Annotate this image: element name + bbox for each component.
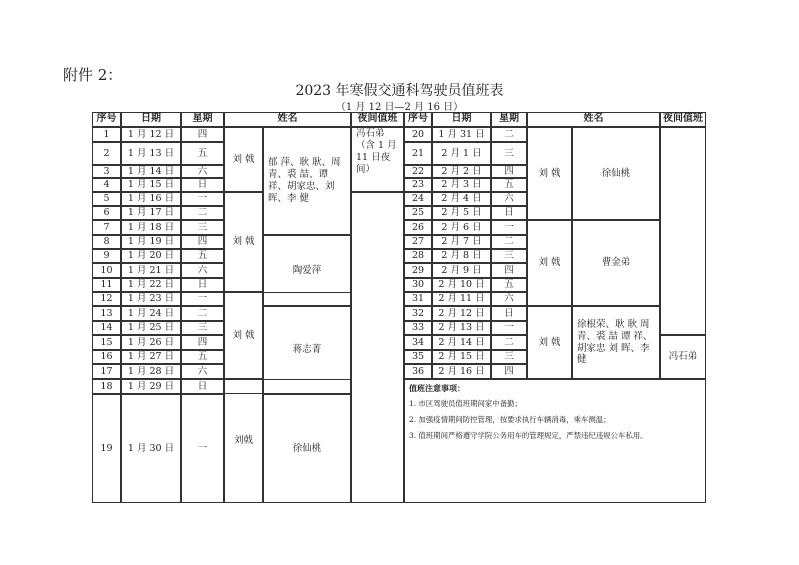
right-row-no: 31 (404, 292, 432, 306)
left-g2-leader: 刘 戟 (224, 192, 263, 292)
right-g2-driver: 曹金弟 (572, 220, 660, 306)
left-row-weekday: 日 (181, 178, 224, 192)
right-row-weekday: 五 (491, 278, 527, 292)
right-row-weekday: 一 (491, 220, 527, 235)
page-title: 2023 年寒假交通科驾驶员值班表 (295, 83, 504, 99)
right-row-no: 23 (404, 178, 432, 192)
left-row-date: 1 月 25 日 (121, 321, 181, 335)
right-row-weekday: 三 (491, 249, 527, 263)
left-row-date: 1 月 26 日 (121, 335, 181, 350)
left-row-no: 1 (92, 127, 121, 142)
left-row-date: 1 月 12 日 (121, 127, 181, 142)
right-row-date: 2 月 8 日 (432, 249, 491, 263)
right-row-weekday: 三 (491, 350, 527, 364)
right-row-weekday: 六 (491, 192, 527, 206)
left-row-no: 3 (92, 165, 121, 178)
right-row-no: 33 (404, 321, 432, 335)
right-row-no: 35 (404, 350, 432, 364)
header-date: 日期 (432, 112, 491, 127)
right-g2-leader: 刘 戟 (527, 220, 572, 306)
left-g1-leader: 刘 戟 (224, 127, 263, 192)
left-row-no: 2 (92, 142, 121, 165)
left-row-date: 1 月 27 日 (121, 350, 181, 364)
left-g3-leader: 刘 戟 (224, 292, 263, 379)
right-row-no: 24 (404, 192, 432, 206)
left-row-weekday: 四 (181, 235, 224, 249)
page-subtitle: （1 月 12 日—2 月 16 日） (335, 102, 464, 113)
left-row-weekday: 四 (181, 127, 224, 142)
right-row-date: 2 月 14 日 (432, 335, 491, 350)
left-row-weekday: 一 (181, 292, 224, 306)
right-night-empty (660, 127, 706, 335)
right-row-weekday: 三 (491, 142, 527, 165)
left-row-weekday: 一 (181, 394, 224, 503)
right-row-date: 2 月 2 日 (432, 165, 491, 178)
duty-notes (404, 379, 706, 503)
right-g3-leader: 刘 戟 (527, 306, 572, 379)
right-row-weekday: 二 (491, 235, 527, 249)
left-row-weekday: 五 (181, 249, 224, 263)
left-row-weekday: 五 (181, 350, 224, 364)
right-row-date: 2 月 9 日 (432, 263, 491, 278)
header-weekday: 星期 (491, 112, 527, 127)
header-no: 序号 (404, 112, 432, 127)
right-row-date: 1 月 31 日 (432, 127, 491, 142)
right-row-date: 2 月 10 日 (432, 278, 491, 292)
left-row-date: 1 月 15 日 (121, 178, 181, 192)
left-row-date: 1 月 14 日 (121, 165, 181, 178)
right-row-no: 28 (404, 249, 432, 263)
duty-roster-table (92, 112, 706, 503)
right-row-no: 34 (404, 335, 432, 350)
right-g1-driver: 徐仙桃 (572, 127, 660, 220)
right-row-no: 36 (404, 364, 432, 379)
left-empty-cell (263, 292, 351, 306)
right-row-weekday: 二 (491, 127, 527, 142)
header-name: 姓名 (224, 112, 351, 127)
left-row-weekday: 二 (181, 306, 224, 321)
left-row-weekday: 一 (181, 192, 224, 206)
left-row-no: 18 (92, 379, 121, 394)
header-night: 夜间值班 (660, 112, 706, 127)
right-g1-leader: 刘 戟 (527, 127, 572, 220)
left-row-weekday: 日 (181, 278, 224, 292)
left-g4-leader: 刘戟 (224, 379, 263, 503)
notes-item: 2. 加强疫情期间防控管理，按要求执行车辆消毒，乘车测温； (409, 415, 611, 425)
right-row-no: 20 (404, 127, 432, 142)
header-date: 日期 (121, 112, 181, 127)
right-row-date: 2 月 13 日 (432, 321, 491, 335)
right-g3-drivers: 徐根荣、耿 耿 周 青、裘 喆 谭 祥、胡家忠 刘 晖、李 健 (572, 306, 660, 379)
left-row-date: 1 月 20 日 (121, 249, 181, 263)
right-row-weekday: 日 (491, 306, 527, 321)
left-row-no: 12 (92, 292, 121, 306)
left-row-date: 1 月 30 日 (121, 394, 181, 503)
left-row-date: 1 月 21 日 (121, 263, 181, 278)
left-row-date: 1 月 28 日 (121, 364, 181, 379)
left-row-weekday: 四 (181, 335, 224, 350)
left-g2-driver: 陶爱萍 (263, 235, 351, 306)
left-row-weekday: 六 (181, 263, 224, 278)
left-row-weekday: 六 (181, 165, 224, 178)
left-row-no: 6 (92, 206, 121, 220)
right-row-weekday: 四 (491, 263, 527, 278)
right-row-no: 30 (404, 278, 432, 292)
left-row-no: 19 (92, 394, 121, 503)
right-row-no: 21 (404, 142, 432, 165)
right-row-date: 2 月 12 日 (432, 306, 491, 321)
right-row-no: 29 (404, 263, 432, 278)
left-row-date: 1 月 16 日 (121, 192, 181, 206)
left-g1-drivers: 郁 萍、耿 耿、周 青、裘 喆、谭 祥、胡家忠、刘 晖、李 健 (263, 127, 351, 235)
left-night-duty: 冯石弟（含 1 月 11 日夜间） (351, 127, 404, 192)
left-row-date: 1 月 23 日 (121, 292, 181, 306)
notes-item: 1. 市区驾驶员值班期间家中备勤； (409, 399, 522, 409)
right-row-weekday: 四 (491, 165, 527, 178)
left-row-no: 8 (92, 235, 121, 249)
left-row-weekday: 二 (181, 206, 224, 220)
left-empty-cell (263, 379, 351, 394)
right-row-no: 27 (404, 235, 432, 249)
header-night: 夜间值班 (351, 112, 404, 127)
right-row-no: 25 (404, 206, 432, 220)
right-row-weekday: 日 (491, 206, 527, 220)
right-row-date: 2 月 16 日 (432, 364, 491, 379)
attachment-label: 附件 2： (63, 66, 123, 84)
right-row-date: 2 月 5 日 (432, 206, 491, 220)
left-g3-driver: 蒋志菁 (263, 306, 351, 394)
left-row-no: 5 (92, 192, 121, 206)
left-row-date: 1 月 19 日 (121, 235, 181, 249)
left-night-empty (351, 192, 404, 503)
right-row-weekday: 四 (491, 364, 527, 379)
right-row-weekday: 二 (491, 335, 527, 350)
left-row-date: 1 月 18 日 (121, 220, 181, 235)
left-row-date: 1 月 29 日 (121, 379, 181, 394)
right-row-weekday: 一 (491, 321, 527, 335)
right-row-date: 2 月 1 日 (432, 142, 491, 165)
left-g4-driver: 徐仙桃 (263, 394, 351, 503)
right-row-weekday: 五 (491, 178, 527, 192)
right-row-date: 2 月 15 日 (432, 350, 491, 364)
left-row-no: 14 (92, 321, 121, 335)
header-weekday: 星期 (181, 112, 224, 127)
right-row-weekday: 六 (491, 292, 527, 306)
left-row-weekday: 五 (181, 142, 224, 165)
right-night-duty: 冯石弟 (660, 335, 706, 379)
header-no: 序号 (92, 112, 121, 127)
right-row-date: 2 月 7 日 (432, 235, 491, 249)
right-row-date: 2 月 6 日 (432, 220, 491, 235)
left-row-date: 1 月 24 日 (121, 306, 181, 321)
left-row-no: 15 (92, 335, 121, 350)
left-row-no: 10 (92, 263, 121, 278)
left-row-no: 7 (92, 220, 121, 235)
notes-item: 3. 值班期间严格遵守学院公务用车的管理规定，严禁违纪违规公车私用。 (409, 430, 648, 440)
left-row-weekday: 三 (181, 321, 224, 335)
left-row-weekday: 三 (181, 220, 224, 235)
left-row-date: 1 月 17 日 (121, 206, 181, 220)
left-row-no: 13 (92, 306, 121, 321)
right-row-no: 22 (404, 165, 432, 178)
left-row-date: 1 月 13 日 (121, 142, 181, 165)
left-row-no: 11 (92, 278, 121, 292)
right-row-date: 2 月 11 日 (432, 292, 491, 306)
left-row-date: 1 月 22 日 (121, 278, 181, 292)
right-row-date: 2 月 4 日 (432, 192, 491, 206)
left-row-no: 9 (92, 249, 121, 263)
right-row-no: 32 (404, 306, 432, 321)
right-row-no: 26 (404, 220, 432, 235)
right-row-date: 2 月 3 日 (432, 178, 491, 192)
left-row-weekday: 六 (181, 364, 224, 379)
header-name: 姓名 (527, 112, 660, 127)
left-row-no: 17 (92, 364, 121, 379)
left-row-no: 4 (92, 178, 121, 192)
notes-title: 值班注意事项： (409, 383, 465, 393)
left-empty-cell (224, 379, 263, 394)
left-row-weekday: 日 (181, 379, 224, 394)
left-row-no: 16 (92, 350, 121, 364)
